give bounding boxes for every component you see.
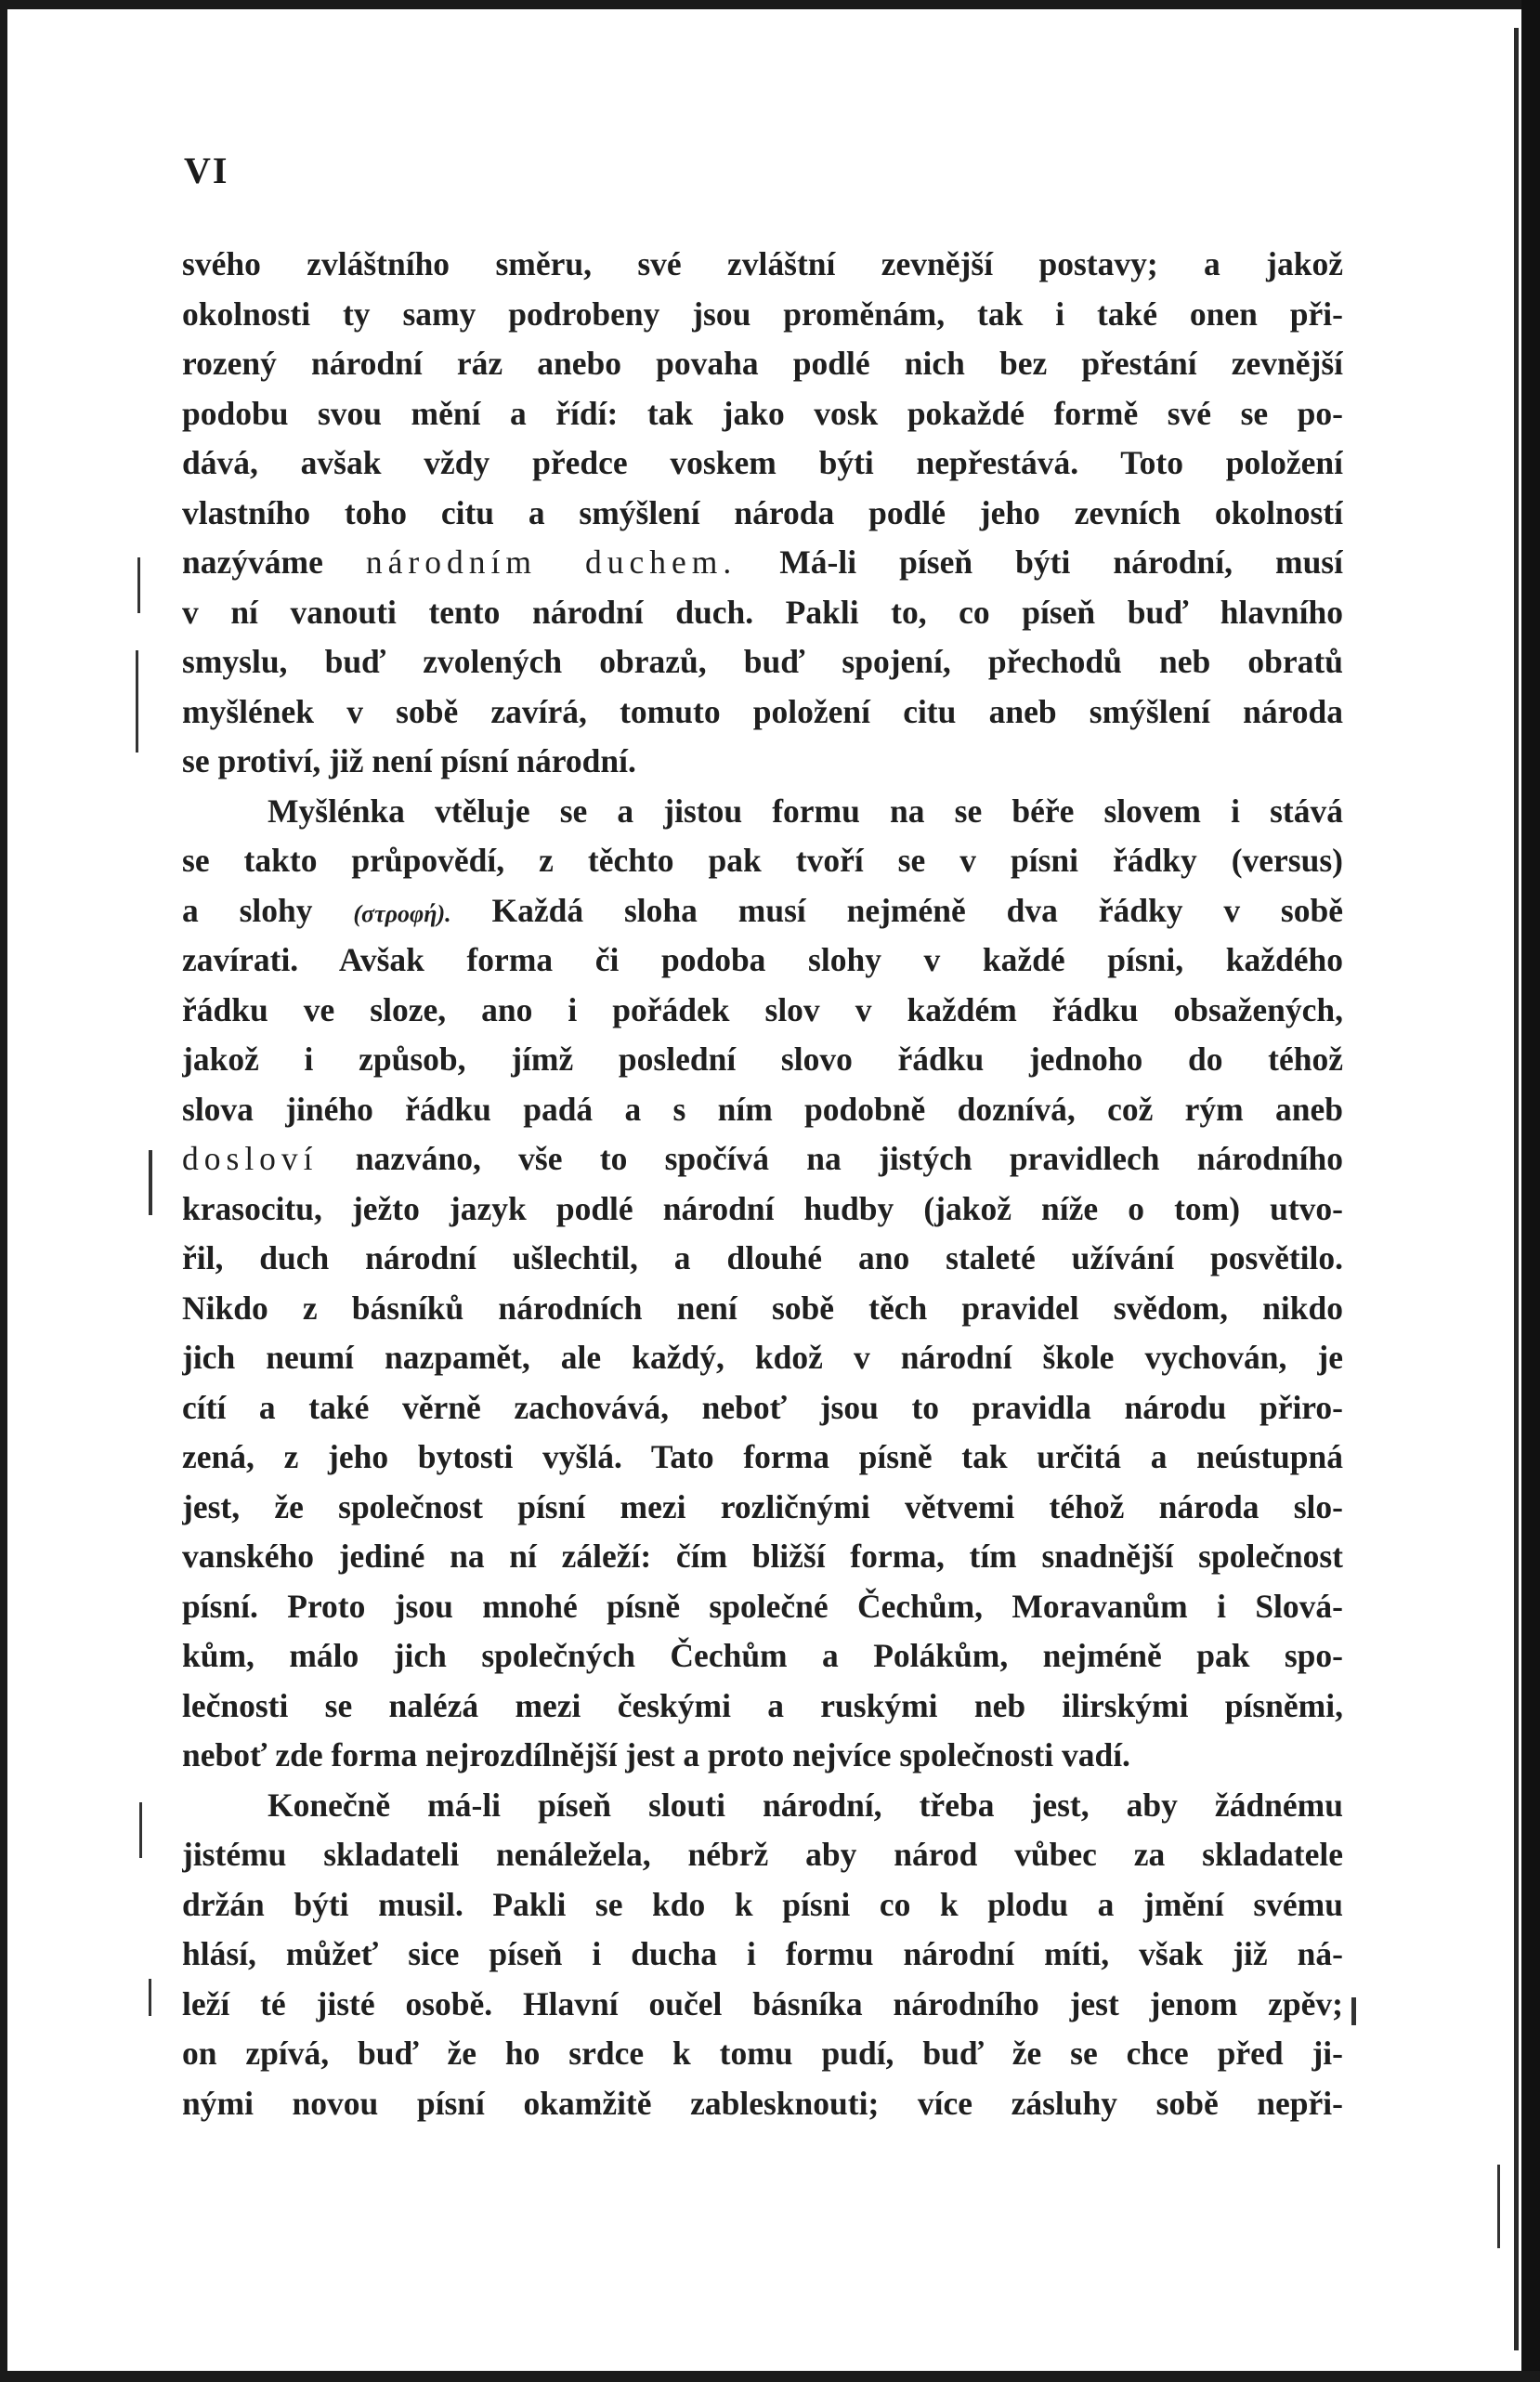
text-line: vlastního toho citu a smýšlení národa podlé jeho zevních okolností (182, 493, 1343, 531)
text-line: rozený národní ráz anebo povaha podlé nich bez přestání zevnější (182, 345, 1343, 382)
text-line: hlásí, můžeť sice píseň i ducha i formu národní míti, však již ná- (182, 1935, 1343, 1972)
text-line: Nikdo z básníků národních není sobě těch pravidel svědom, nikdo (182, 1289, 1343, 1327)
scan-border-left (0, 0, 7, 2382)
text-line: nými novou písní okamžitě zablesknouti; více zásluhy sobě nepři- (182, 2084, 1343, 2122)
scan-artifact (139, 1802, 142, 1858)
scan-artifact (137, 557, 140, 613)
text-line: okolnosti ty samy podrobeny jsou proměnám, tak i také onen při- (182, 294, 1343, 333)
text-line: jich neumí nazpamět, ale každý, kdož v národní škole vychován, je (182, 1339, 1343, 1376)
scan-border-right-inner (1514, 28, 1519, 2350)
text-line: slova jiného řádku padá a s ním podobně doznívá, což rým aneb (182, 1090, 1343, 1128)
text-line: myšlének v sobě zavírá, tomuto položení citu aneb smýšlení národa (182, 692, 1343, 730)
page-number: VI (184, 150, 229, 191)
text-line: zavírati. Avšak forma či podoba slohy v každé písni, každého (182, 941, 1343, 978)
text-fragment: Každá sloha musí nejméně dva řádky v sobě (450, 891, 1343, 929)
text-line: řil, duch národní ušlechtil, a dlouhé ano staleté užívání posvětilo. (182, 1239, 1343, 1276)
scan-border-bottom (0, 2371, 1540, 2382)
text-line: zená, z jeho bytosti vyšlá. Tato forma písně tak určitá a neústupná (182, 1438, 1343, 1475)
text-line (182, 538, 1343, 588)
scan-border-top (0, 0, 1540, 9)
scan-border-right (1521, 0, 1540, 2382)
scan-artifact (149, 1979, 151, 2016)
text-line: Myšlénka vtěluje se a jistou formu na se béře slovem i stává (268, 792, 1343, 830)
text-line: krasocitu, ježto jazyk podlé národní hudby (jakož níže o tom) utvo- (182, 1189, 1343, 1227)
text-line: cítí a také věrně zachovává, neboť jsou to pravidla národu přiro- (182, 1388, 1343, 1426)
text-line: on zpívá, buď že ho srdce k tomu pudí, buď že se chce před ji- (182, 2035, 1343, 2072)
greek-term: (στροφή). (353, 899, 451, 927)
text-line: neboť zde forma nejrozdílnější jest a proto nejvíce společnosti vadí. (182, 1736, 1130, 1773)
body-text (182, 240, 1343, 2128)
scan-artifact (1497, 2165, 1500, 2248)
scan-artifact (136, 650, 138, 753)
emphasized-term: dosloví (182, 1140, 319, 1177)
text-line: řádku ve sloze, ano i pořádek slov v každém řádku obsažených, (182, 990, 1343, 1028)
text-line: se takto průpovědí, z těchto pak tvoří se v písni řádky (versus) (182, 842, 1343, 879)
text-line: jakož i způsob, jímž poslední slovo řádku jednoho do téhož (182, 1040, 1343, 1078)
text-line: písní. Proto jsou mnohé písně společné Čechům, Moravanům i Slová- (182, 1587, 1343, 1625)
emphasized-term: národním duchem. (365, 543, 737, 581)
text-line: leží té jisté osobě. Hlavní oučel básníka národního jest jenom zpěv; (182, 1984, 1343, 2022)
text-line: Konečně má-li píseň slouti národní, třeba jest, aby žádnému (268, 1786, 1343, 1824)
scan-artifact (1351, 1997, 1356, 2025)
text-line: se protiví, již není písní národní. (182, 742, 636, 779)
text-line: dává, avšak vždy předce voskem býti nepřestává. Toto položení (182, 444, 1343, 481)
text-fragment: nazváno, vše to spočívá na jistých pravidlech národního (318, 1140, 1343, 1177)
text-line: jest, že společnost písní mezi rozličnými větvemi téhož národa slo- (182, 1487, 1343, 1525)
text-fragment: nazýváme (182, 543, 366, 581)
text-line (182, 886, 1343, 936)
text-line: držán býti musil. Pakli se kdo k písni co k plodu a jmění svému (182, 1885, 1343, 1923)
text-line: jistému skladateli nenáležela, nébrž aby národ vůbec za skladatele (182, 1836, 1343, 1873)
text-line: smyslu, buď zvolených obrazů, buď spojení, přechodů neb obratů (182, 643, 1343, 680)
text-line: lečnosti se nalézá mezi českými a ruskými neb ilirskými písněmi, (182, 1686, 1343, 1724)
text-fragment: Má-li píseň býti národní, musí (737, 543, 1343, 581)
text-line: svého zvláštního směru, své zvláštní zevnější postavy; a jakož (182, 245, 1343, 282)
text-fragment: a slohy (182, 891, 354, 929)
scan-artifact (149, 1150, 152, 1215)
text-line: vanského jediné na ní záleží: čím bližší forma, tím snadnější společnost (182, 1538, 1343, 1575)
text-line: podobu svou mění a řídí: tak jako vosk pokaždé formě své se po- (182, 394, 1343, 432)
text-line (182, 1134, 1343, 1184)
text-line: v ní vanouti tento národní duch. Pakli to, co píseň buď hlavního (182, 593, 1343, 631)
text-line: kům, málo jich společných Čechům a Polákům, nejméně pak spo- (182, 1637, 1343, 1674)
